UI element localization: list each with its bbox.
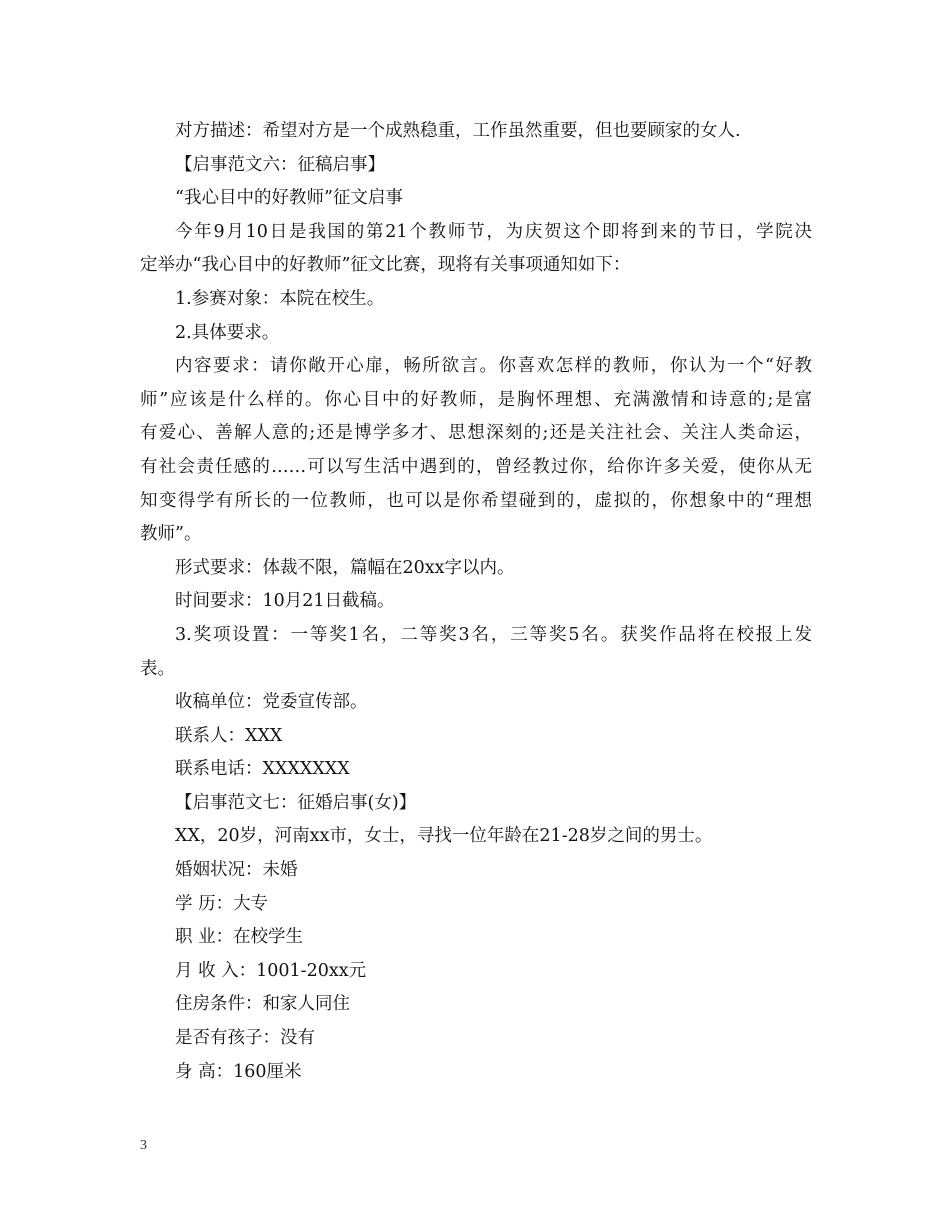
section-heading-six: 【启事范文六：征稿启事】	[175, 154, 385, 175]
content-requirement-line-3: 有爱心、善解人意的;还是博学多才、思想深刻的;还是关注社会、关注人类命运，	[140, 423, 812, 444]
housing: 住房条件：和家人同住	[175, 994, 350, 1015]
form-requirement: 形式要求：体裁不限，篇幅在20xx字以内。	[175, 557, 515, 578]
marital-status: 婚姻状况：未婚	[175, 860, 298, 881]
item-participants: 1.参赛对象：本院在校生。	[175, 288, 385, 309]
education: 学 历：大专	[175, 893, 269, 914]
occupation: 职 业：在校学生	[175, 927, 304, 948]
section-heading-seven: 【启事范文七：征婚启事(女)】	[175, 792, 417, 813]
children: 是否有孩子：没有	[175, 1028, 315, 1049]
paragraph-partner-description: 对方描述：希望对方是一个成熟稳重，工作虽然重要，但也要顾家的女人.	[175, 121, 741, 141]
contact-phone: 联系电话：XXXXXXX	[175, 759, 350, 780]
content-requirement-line-1: 内容要求：请你敞开心扉，畅所欲言。你喜欢怎样的教师，你认为一个“好教	[175, 356, 812, 377]
essay-notice-title: “我心目中的好教师”征文启事	[175, 188, 403, 209]
item-requirements: 2.具体要求。	[175, 322, 280, 343]
page-number: 3	[140, 1138, 147, 1153]
receiving-unit: 收稿单位：党委宣传部。	[175, 692, 368, 713]
paragraph-intro-line-2: 定举办“我心目中的好教师”征文比赛，现将有关事项通知如下：	[140, 255, 631, 276]
content-requirement-line-2: 师”应该是什么样的。你心目中的好教师，是胸怀理想、充满激情和诗意的;是富	[140, 389, 812, 410]
content-requirement-line-4: 有社会责任感的……可以写生活中遇到的，曾经教过你，给你许多关爱，使你从无	[140, 456, 812, 477]
contact-person: 联系人：XXX	[175, 725, 283, 746]
monthly-income: 月 收 入：1001-20xx元	[175, 960, 367, 981]
awards-line-1: 3.奖项设置：一等奖1名，二等奖3名，三等奖5名。获奖作品将在校报上发	[175, 624, 812, 645]
content-requirement-line-5: 知变得学有所长的一位教师，也可以是你希望碰到的，虚拟的，你想象中的“理想	[140, 490, 812, 511]
document-body	[140, 115, 812, 1089]
awards-line-2: 表。	[140, 658, 175, 679]
content-requirement-line-6: 教师”。	[140, 524, 202, 545]
time-requirement: 时间要求：10月21日截稿。	[175, 591, 395, 612]
personal-intro: XX，20岁，河南xx市，女士，寻找一位年龄在21-28岁之间的男士。	[175, 826, 713, 847]
paragraph-intro-line-1: 今年9月10日是我国的第21个教师节，为庆贺这个即将到来的节日，学院决	[175, 221, 812, 242]
height: 身 高：160厘米	[175, 1061, 302, 1082]
